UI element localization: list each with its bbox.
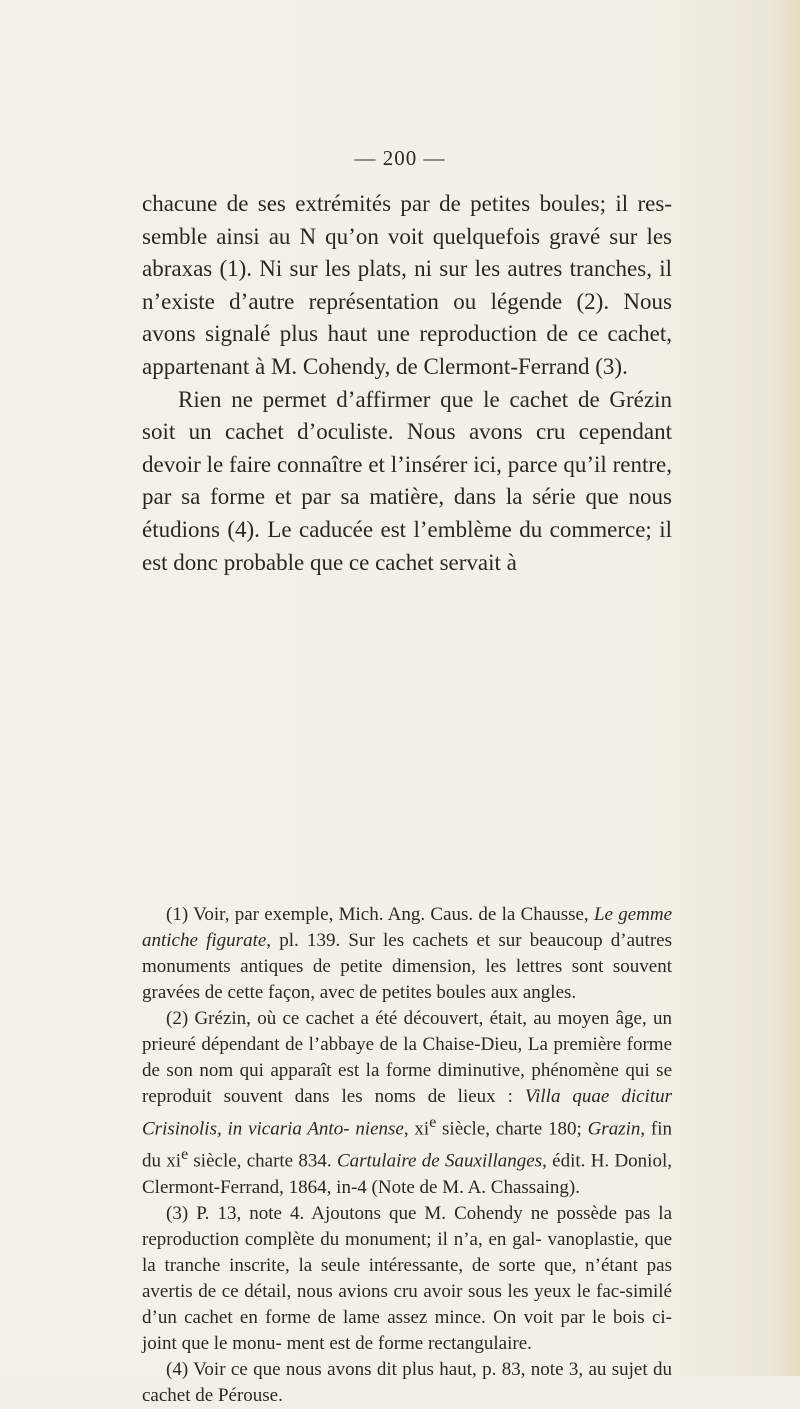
main-text: [142, 188, 672, 579]
footnote-1: (1) Voir, par exemple, Mich. Ang. Caus. de la Chausse, Le gemme antiche figurate, pl. 139. Sur les cachets et sur beaucoup d’autres monuments antiques de petite dimension, les lettres sont souvent gravées de cette façon, avec de petites boules aux angles.: [142, 904, 673, 1003]
footnote-2-cartulaire: Cartulaire de Sauxillanges: [336, 1150, 543, 1172]
footnote-3: (3) P. 13, note 4. Ajoutons que M. Cohendy ne possède pas la reproduction complète du monument; il n’a, en gal- vanoplastie, que la tranche inscrite, la seule intéressante, de sorte que, n’étant pas avertis de ce détail, nous avions cru avoir sous les yeux le fac-similé d’un cachet en forme de lame assez mince. On voit par le bois ci-joint que le monu- ment est de forme rectangulaire.: [142, 1202, 672, 1354]
footnote-2: (2) Grézin, où ce cachet a été découvert, était, au moyen âge, un prieuré dépendant de l’abbaye de la Chaise-Dieu, La première forme de son nom qui apparaît est la forme diminutive, phénomène qui se reproduit souvent dans les noms de lieux : Villa quae dicitur Crisinolis, in vicaria Anto- niense, $xi^e$ siècle, charte 180; Grazin, fin du $xi^e$ siècle, charte 834. Cartulaire de Sauxillanges, édit. H. Doniol, Clermont-Ferrand, 1864, in-4 (Note de M. A. Chassaing).: [142, 1008, 673, 1198]
footnote-1-title: Le gemme antiche figurate: [142, 904, 673, 951]
paragraph-1: chacune de ses extrémités par de petites boules; il res- semble ainsi au N qu’on voit quelquefois gravé sur les abraxas (1). Ni sur les plats, ni sur les autres tranches, il n’existe d’autre représentation ou légende (2). Nous avons signalé plus haut une reproduction de ce cachet, appartenant à M. Cohendy, de Clermont-Ferrand (3).: [142, 191, 672, 379]
page-number: — 200 —: [354, 146, 446, 170]
footnote-4: (4) Voir ce que nous avons dit plus haut, p. 83, note 3, au sujet du cachet de Pérouse.: [142, 1358, 672, 1406]
footnote-2-grazin: Grazin: [587, 1118, 641, 1140]
paragraph-2: Rien ne permet d’affirmer que le cachet de Grézin soit un cachet d’oculiste. Nous avons cru cependant devoir le faire connaître et l’insérer ici, parce qu’il rentre, par sa forme et par sa matière, dans la série que nous étudions (4). Le caducée est l’emblème du commerce; il est donc probable que ce cachet servait à: [142, 386, 672, 575]
footnote-2-latin: Villa quae dicitur Crisinolis, in vicaria Anto- niense: [142, 1086, 672, 1140]
footnotes: [142, 902, 672, 1409]
